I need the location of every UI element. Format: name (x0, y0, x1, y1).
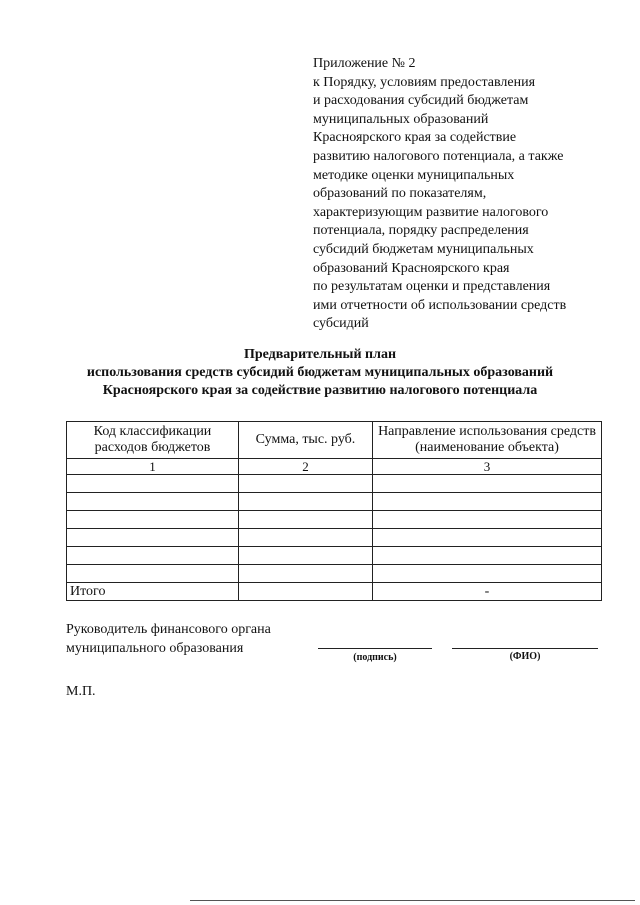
table-cell (67, 511, 239, 529)
plan-title-line: использования средств субсидий бюджетам муниципальных образований (86, 365, 554, 380)
appendix-line: методике оценки муниципальных (313, 167, 515, 183)
table-cell (373, 475, 602, 493)
total-row (67, 583, 602, 601)
table-row (67, 511, 602, 529)
appendix-line: к Порядку, условиям предоставления (313, 74, 536, 90)
table-cell (67, 475, 239, 493)
total-label: Итого (67, 583, 239, 601)
appendix-line: потенциала, порядку распределения (313, 223, 529, 239)
signature-line (318, 648, 432, 649)
table-cell (67, 547, 239, 565)
appendix-line: образований Красноярского края (313, 260, 510, 276)
column-number-row (67, 459, 602, 475)
header-amount: Сумма, тыс. руб. (239, 422, 373, 459)
table-cell (373, 493, 602, 511)
appendix-line: ими отчетности об использовании средств (313, 297, 567, 313)
appendix-line: субсидий бюджетам муниципальных (313, 241, 534, 257)
plan-title-line: Красноярского края за содействие развитию налогового потенциала (102, 383, 538, 398)
name-caption: (ФИО) (509, 651, 541, 662)
table-cell (239, 529, 373, 547)
appendix-line: Красноярского края за содействие (313, 130, 517, 146)
stamp-place: М.П. (66, 684, 96, 699)
table-header-row (67, 422, 602, 459)
appendix-line: характеризующим развитие налогового (313, 204, 549, 220)
table-row (67, 475, 602, 493)
table-row (67, 565, 602, 583)
plan-table (66, 421, 602, 601)
column-number: 1 (67, 459, 239, 475)
signature-caption: (подпись) (353, 652, 397, 663)
bottom-rule (190, 900, 635, 901)
appendix-line: муниципальных образований (313, 111, 489, 127)
appendix-line: и расходования субсидий бюджетам (313, 93, 529, 109)
plan-title (0, 346, 640, 400)
total-direction: - (373, 583, 602, 601)
header-direction: Направление использования средств (наименование объекта) (373, 422, 602, 459)
total-amount (239, 583, 373, 601)
column-number: 2 (239, 459, 373, 475)
table-row (67, 547, 602, 565)
appendix-line: образований по показателям, (313, 186, 487, 202)
name-line (452, 648, 598, 649)
table-cell (67, 565, 239, 583)
table-cell (239, 547, 373, 565)
signer-title: Руководитель финансового органа (66, 622, 271, 637)
table-cell (373, 565, 602, 583)
header-budget-code: Код классификации расходов бюджетов (67, 422, 239, 459)
table-cell (239, 493, 373, 511)
appendix-line: субсидий (313, 316, 369, 332)
table-cell (239, 511, 373, 529)
table-cell (373, 511, 602, 529)
table-row (67, 529, 602, 547)
table-cell (373, 529, 602, 547)
plan-title-line: Предварительный план (243, 347, 397, 362)
table-cell (239, 475, 373, 493)
signature-block (66, 620, 271, 658)
appendix-reference (313, 55, 613, 334)
column-number: 3 (373, 459, 602, 475)
table-cell (239, 565, 373, 583)
appendix-line: развитию налогового потенциала, а также (313, 148, 564, 164)
table-cell (373, 547, 602, 565)
table-cell (67, 529, 239, 547)
signer-organization: муниципального образования (66, 641, 244, 656)
table-row (67, 493, 602, 511)
appendix-line: по результатам оценки и представления (313, 279, 551, 295)
appendix-line: Приложение № 2 (313, 56, 416, 71)
table-cell (67, 493, 239, 511)
